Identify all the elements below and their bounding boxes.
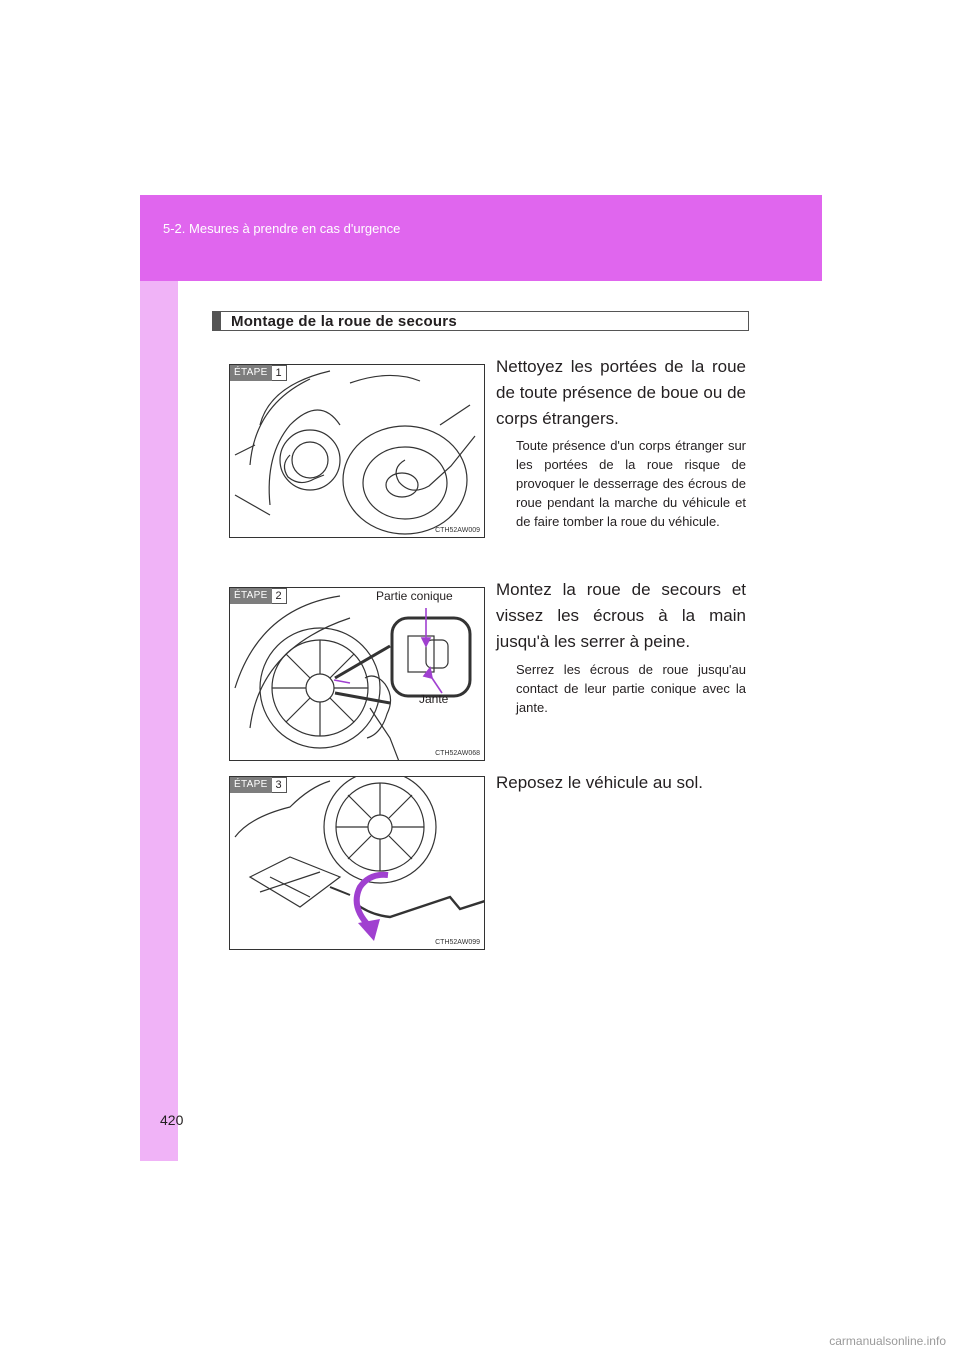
step-2-note: Serrez les écrous de roue jusqu'au contact de leur partie conique avec la jante. [516,662,746,715]
step-tag-number: 2 [272,588,287,604]
figure-code: CTH52AW009 [435,527,480,534]
figure-step-2 [229,587,485,761]
step-2-instruction: Montez la roue de secours et vissez les écrous à la main jusqu'à les serrer à peine. [496,580,746,651]
step-1-instruction: Nettoyez les portées de la roue de toute présence de boue ou de corps étrangers. [496,357,746,428]
callout-rim: Jante [419,692,449,706]
step-3-instruction: Reposez le véhicule au sol. [496,773,703,792]
side-strip [140,281,178,1161]
callout-cone: Partie conique [376,589,453,603]
lowering-vehicle-illustration [230,777,485,950]
step-tag-number: 3 [272,777,287,793]
step-tag-1 [230,365,287,381]
cleaning-hub-illustration [230,365,485,538]
step-tag-word: ÉTAPE [230,588,272,604]
step-tag-word: ÉTAPE [230,365,272,381]
step-1-note: Toute présence d'un corps étranger sur les portées de la roue risque de provoquer le desserrage des écrous de roue pendant la marche du véhicule et de faire tomber la roue du véhicule. [516,438,746,529]
figure-code: CTH52AW099 [435,939,480,946]
figure-step-3 [229,776,485,950]
step-tag-2 [230,588,287,604]
watermark: carmanualsonline.info [829,1334,946,1348]
section-title-text: Montage de la roue de secours [231,312,457,330]
mounting-wheel-illustration [230,588,485,761]
figure-step-1 [229,364,485,538]
header-band [140,195,822,281]
section-label: 5-2. Mesures à prendre en cas d'urgence [163,221,401,236]
step-tag-3 [230,777,287,793]
page-number: 420 [160,1112,184,1128]
section-title [212,311,749,331]
step-tag-number: 1 [272,365,287,381]
step-tag-word: ÉTAPE [230,777,272,793]
section-title-bar [213,312,221,330]
figure-code: CTH52AW068 [435,750,480,757]
